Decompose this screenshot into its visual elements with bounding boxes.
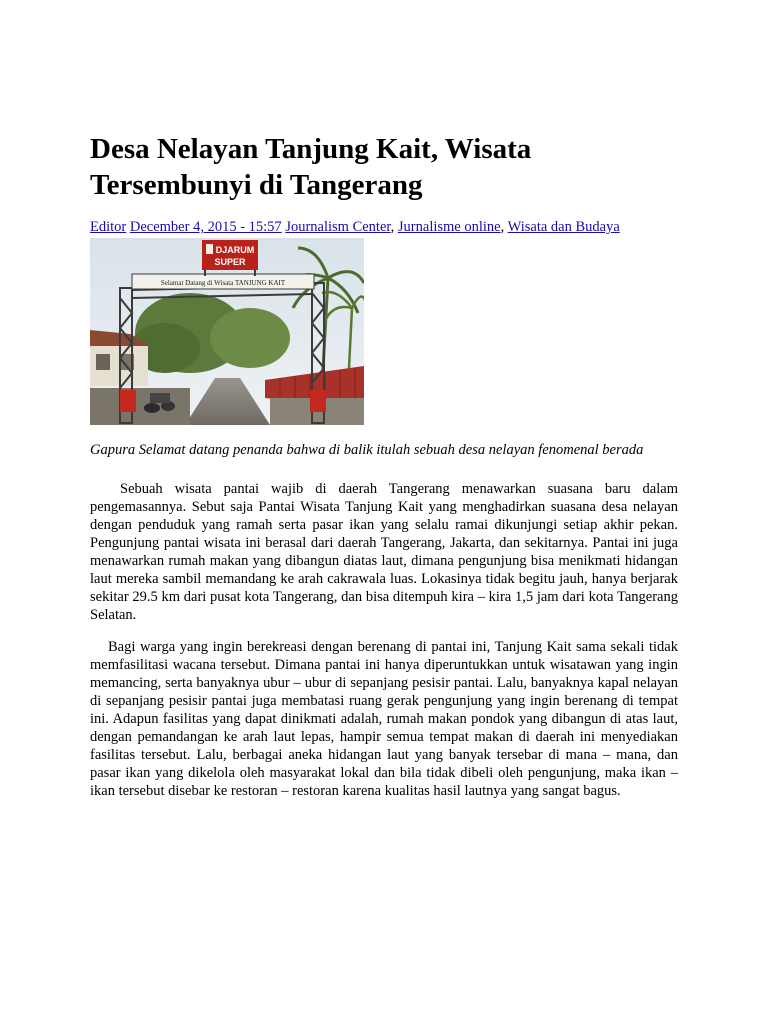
article-meta: Editor December 4, 2015 - 15:57 Journalism Center, Jurnalisme online, Wisata dan Budaya [90,219,620,235]
date-link[interactable]: December 4, 2015 - 15:57 [129,219,282,235]
banner-brand-top: DJARUM [215,245,255,255]
article-paragraph-2: Bagi warga yang ingin berekreasi dengan berenang di pantai ini, Tanjung Kait sama sekali tidak memfasilitasi wacana tersebut. Dimana pantai ini hanya diperuntukkan untuk wisatawan yang ingin memancing, serta banyaknya ubur – ubur di sepanjang pesisir pantai. Lalu, banyaknya kapal nelayan di sepanjang pesisir pantai juga membatasi ruang gerak pengunjung yang ingin berenang di tempat ini. Adapun fasilitas yang dapat dinikmati adalah, rumah makan pondok yang dibangun di atas laut, dengan pemandangan ke arah laut lepas, hampir semua tempat makan di daerah ini menyediakan fasilitas tersebut. Lalu, berbagai aneka hidangan laut yang banyak tersebar di mana – mana, dan pasar ikan yang dikelola oleh masyarakat lokal dan bila tidak dibeli oleh pengunjung, maka ikan – ikan tersebut disebar ke restoran – restoran karena kualitas hasil lautnya yang sangat bagus. [90,639,678,799]
gate-sign-text: Selamat Datang di Wisata TANJUNG KAIT [160,279,286,287]
article-photo [90,238,364,425]
photo-caption: Gapura Selamat datang penanda bahwa di balik itulah sebuah desa nelayan fenomenal berada [90,442,644,458]
author-link[interactable]: Editor [90,219,127,235]
banner-brand-bottom: SUPER [214,257,246,267]
article-paragraph-1: Sebuah wisata pantai wajib di daerah Tangerang menawarkan suasana baru dalam pengemasannya. Sebut saja Pantai Wisata Tanjung Kait yang menghadirkan suasana desa nelayan dengan penduduk yang ramah serta pasar ikan yang selalu ramai dikunjungi setiap akhir pekan. Pengunjung pantai wisata ini berasal dari daerah Tangerang, Jakarta, dan sekitarnya. Pantai ini juga menawarkan rumah makan yang dibangun diatas laut, dimana pengunjung bisa menikmati hidangan laut mereka sambil memandang ke arah cakrawala luas. Lokasinya tidak begitu jauh, hanya berjarak sekitar 29.5 km dari pusat kota Tangerang, dan bisa ditempuh kira – kira 1,5 jam dari kota Tangerang Selatan. [90,481,678,623]
gate-photo-illustration [90,238,364,425]
article-title: Desa Nelayan Tanjung Kait, Wisata Tersembunyi di Tangerang [90,133,532,201]
category-link-wisata-dan-budaya[interactable]: Wisata dan Budaya [507,219,620,235]
category-link-journalism-center[interactable]: Journalism Center [285,219,391,235]
category-link-jurnalisme-online[interactable]: Jurnalisme online [397,219,501,235]
